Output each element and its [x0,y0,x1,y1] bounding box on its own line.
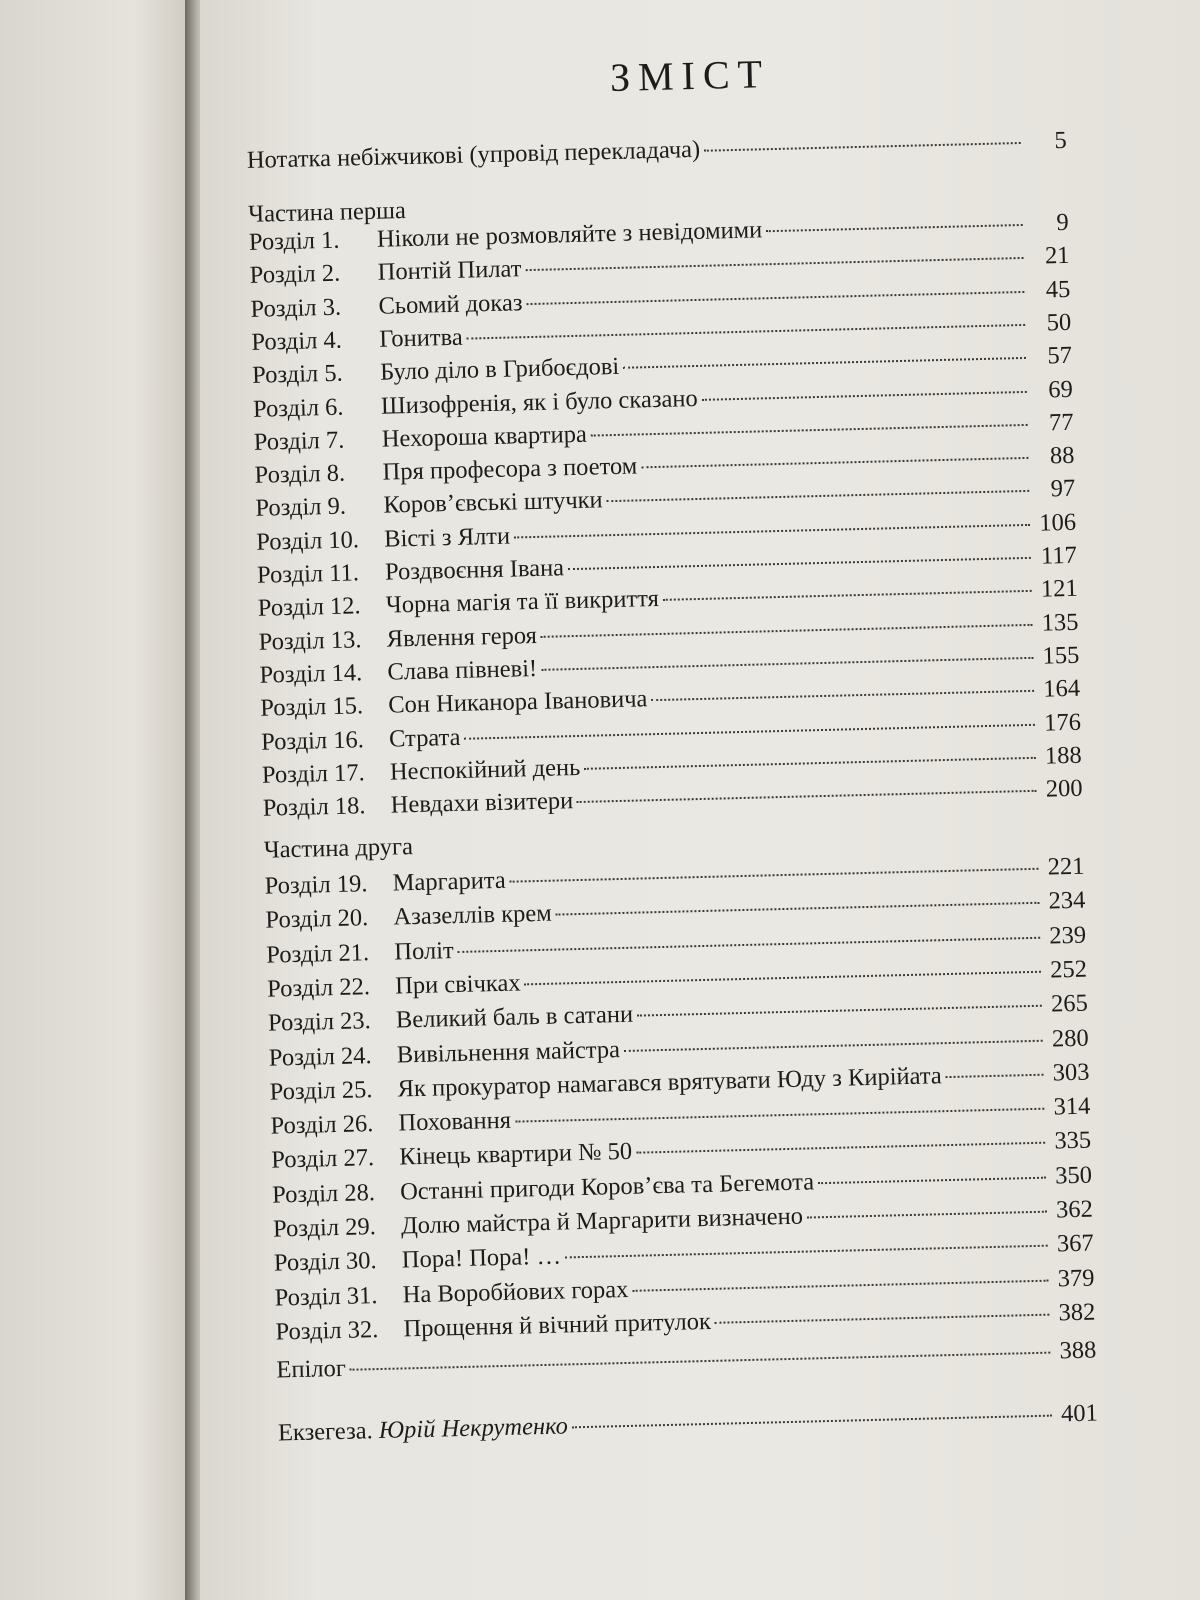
chapter-label: Розділ 4. [251,326,343,356]
dot-leader [702,390,1027,400]
chapter-page: 88 [1049,441,1075,470]
dot-leader [766,224,1023,232]
dot-leader [526,291,1024,305]
chapter-label: Розділ 27. [271,1144,375,1174]
toc-entry-note [247,127,1067,175]
chapter-title: Неспокійний день [389,753,581,786]
dot-leader [624,1039,1043,1051]
dot-leader [514,524,1030,539]
chapter-label: Розділ 3. [250,293,342,323]
dot-leader [704,142,1021,152]
chapter-title: При свічках [394,969,521,1000]
chapter-title: Нехороша квартира [381,420,588,453]
part-heading-1: Частина перша [247,197,407,228]
chapter-label: Розділ 25. [269,1075,373,1106]
chapter-page: 221 [1047,852,1085,881]
chapter-title: Чорна магія та її викриття [385,585,660,619]
chapter-title: Долю майстра й Маргарити визначено [400,1202,804,1240]
chapter-label: Розділ 32. [275,1315,379,1346]
chapter-title: Пря професора з поетом [382,452,638,486]
chapter-title: Вивільнення майстра [396,1035,621,1069]
chapter-title: Невдахи візитери [390,787,574,819]
chapter-title: Явлення героя [386,621,538,653]
chapter-label: Розділ 7. [253,426,345,456]
chapter-label: Розділ 30. [273,1247,377,1277]
chapter-title: Гонитва [379,323,463,353]
entry-title: Нотатка небіжчикові (упровід перекладача) [246,135,701,174]
chapter-page: 200 [1045,774,1083,803]
chapter-title: Маргарита [392,866,507,897]
chapter-page: 265 [1050,989,1089,1018]
chapter-label: Розділ 16. [260,725,365,756]
chapter-page: 69 [1047,375,1074,403]
chapter-title: Понтій Пилат [377,255,522,287]
chapter-label: Розділ 28. [271,1178,376,1209]
dot-leader [572,1415,1052,1429]
chapter-page: 77 [1048,408,1074,437]
chapter-page: 45 [1045,275,1071,304]
chapter-label: Розділ 8. [254,459,346,489]
chapter-title: Слава півневі! [387,654,538,686]
dot-leader [946,1074,1044,1078]
chapter-page: 252 [1049,955,1088,984]
chapter-page: 155 [1042,641,1080,670]
chapter-label: Розділ 29. [272,1213,377,1243]
chapter-title: Сон Никанора Івановича [387,685,648,719]
dot-leader [467,324,1026,340]
dot-leader [636,1142,1045,1154]
chapter-page: 57 [1047,341,1073,370]
chapter-page: 121 [1040,575,1078,603]
chapter-title: Сьомий доказ [378,288,523,320]
entry-page: 5 [1054,126,1068,155]
right-page [200,0,1200,1600]
chapter-title: Страта [388,723,461,753]
chapter-title: Азазеллів крем [393,899,553,931]
chapter-label: Розділ 5. [251,359,343,390]
chapter-label: Розділ 17. [261,759,366,789]
chapter-page: 335 [1054,1126,1092,1155]
chapter-page: 350 [1054,1161,1093,1190]
dot-leader [525,971,1041,986]
chapter-label: Розділ 21. [266,938,370,969]
chapter-page: 135 [1041,608,1079,637]
chapter-label: Розділ 12. [257,592,361,623]
dot-leader [350,1352,1050,1371]
dot-leader [577,790,1036,803]
dot-leader [641,457,1028,468]
dot-leader [515,1108,1044,1123]
dot-leader [565,1245,1048,1259]
chapter-title: Як прокуратор намагався врятувати Юду з Кирійата [397,1062,943,1103]
chapter-page: 362 [1055,1195,1094,1224]
table-of-contents [200,0,1200,1600]
chapter-title: Було діло в Грибоєдові [379,353,620,386]
dot-leader [715,1314,1050,1324]
chapter-title: Ніколи не розмовляйте з невідомими [376,216,763,253]
page-title: ЗМІСТ [609,51,771,100]
chapter-page: 176 [1043,708,1082,737]
chapter-label: Розділ 20. [265,904,369,934]
dot-leader [464,723,1034,739]
chapter-label: Розділ 31. [274,1281,378,1312]
chapter-title: Кінець квартири № 50 [399,1138,633,1171]
dot-leader [541,657,1033,671]
dot-leader [623,357,1026,369]
dot-leader [807,1211,1047,1219]
dot-leader [458,936,1040,952]
chapter-page: 303 [1052,1058,1090,1087]
entry-title: Епілог [276,1354,347,1384]
dot-leader [651,690,1034,701]
chapter-title: Прощення й вічний притулок [403,1307,712,1343]
chapter-page: 379 [1057,1264,1095,1293]
chapter-label: Розділ 11. [256,559,360,589]
part-heading-2: Частина друга [263,833,414,864]
toc-entry-exegesis [278,1399,1098,1447]
chapter-label: Розділ 15. [259,692,364,722]
dot-leader [663,590,1032,601]
chapter-page: 382 [1058,1298,1096,1327]
chapter-title: Вісті з Ялти [383,522,511,553]
dot-leader [556,902,1040,916]
dot-leader [818,1176,1046,1184]
exegesis-label: Екзегеза. [277,1417,374,1447]
chapter-page: 106 [1038,508,1077,537]
chapter-title: Шизофренія, як і було сказано [380,384,698,420]
entry-page: 401 [1060,1399,1099,1428]
chapter-label: Розділ 2. [249,259,341,290]
chapter-label: Розділ 19. [264,870,368,900]
chapter-page: 164 [1043,674,1081,703]
chapter-label: Розділ 13. [258,625,362,656]
chapter-title: Великий баль в сатани [395,1000,634,1034]
chapter-page: 9 [1056,208,1070,237]
dot-leader [525,257,1023,271]
chapter-title: Коров’євські штучки [383,486,603,520]
chapter-title: Політ [393,936,454,966]
chapter-title: Останні пригоди Коров’єва та Бегемота [399,1168,815,1206]
chapter-page: 188 [1044,741,1083,770]
chapter-page: 234 [1048,886,1086,915]
left-page [0,0,190,1600]
dot-leader [568,557,1031,570]
dot-leader [607,490,1030,502]
entry-page: 388 [1059,1336,1097,1365]
chapter-label: Розділ 22. [266,973,371,1003]
chapter-page: 280 [1051,1024,1089,1052]
chapter-label: Розділ 9. [255,492,347,523]
chapter-page: 367 [1056,1229,1094,1258]
chapter-label: Розділ 18. [262,792,366,822]
chapter-title: Пора! Пора! … [401,1242,562,1274]
chapter-label: Розділ 26. [270,1110,374,1140]
chapter-title: Роздвоєння Івана [384,554,565,586]
toc-entry-epilogue [276,1337,1096,1385]
chapter-page: 117 [1040,541,1078,570]
chapter-page: 239 [1049,921,1087,950]
chapter-page: 50 [1046,308,1072,337]
dot-leader [637,1005,1042,1017]
chapter-label: Розділ 10. [255,525,360,556]
chapter-page: 97 [1050,475,1076,503]
dot-leader [632,1279,1048,1291]
chapter-label: Розділ 23. [267,1007,372,1037]
chapter-title: Поховання [398,1106,512,1137]
entry-title [278,1412,568,1447]
chapter-label: Розділ 24. [268,1041,372,1072]
dot-leader [541,623,1033,637]
chapter-page: 314 [1053,1092,1091,1121]
chapter-label: Розділ 6. [252,393,344,423]
chapter-label: Розділ 14. [259,659,363,689]
chapter-title: На Воробйових горах [402,1275,629,1309]
chapter-label: Розділ 1. [248,226,340,256]
chapter-page: 21 [1044,242,1070,270]
dot-leader [591,424,1028,437]
exegesis-author: Юрій Некрутенко [378,1412,569,1445]
dot-leader [510,868,1039,883]
dot-leader [584,757,1036,770]
